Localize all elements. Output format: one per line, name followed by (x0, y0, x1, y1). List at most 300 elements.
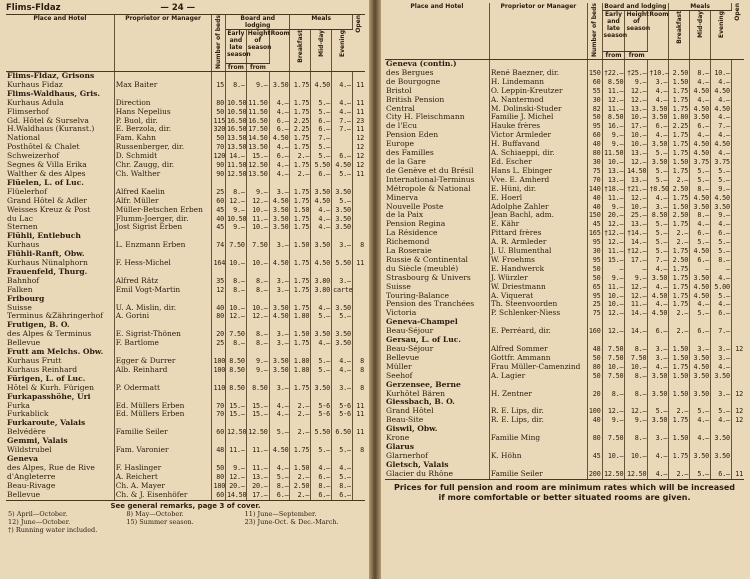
table-row (385, 131, 744, 140)
cell-eve: 7.— (711, 122, 732, 131)
cell-open: 8 (360, 365, 364, 374)
table-row (385, 407, 744, 416)
cell-beds: 48 (587, 345, 602, 354)
hotel-name: Russie & Continental (385, 256, 489, 265)
cell-bf: 1.75 (290, 215, 311, 224)
cell-beds (587, 60, 602, 69)
cell-beds: 60 (587, 131, 602, 140)
cell-room (648, 336, 669, 345)
proprietor: Ed. Escher (489, 158, 587, 167)
table-row (6, 330, 365, 339)
cell-early: 7.50 (225, 330, 246, 339)
cell-bf: 1.75 (669, 96, 690, 105)
cell-height: 8.— (625, 434, 648, 443)
cell-bf: 1.50 (669, 203, 690, 212)
cell-height: 9.— (625, 416, 648, 425)
proprietor: P. Buol, dir. (114, 117, 212, 126)
cell-bf: 1.50 (669, 158, 690, 167)
cell-eve (332, 179, 353, 188)
cell-early: 15.— (602, 256, 625, 265)
cell-mid: 3.50 (690, 354, 711, 363)
footnote: 23) June-Oct. & Dec.-March. (244, 518, 339, 527)
proprietor: Familie Seiler (114, 428, 212, 437)
cell-open (731, 113, 744, 122)
cell-height (246, 455, 269, 464)
cell-room (269, 455, 290, 464)
cell-early: 10.— (602, 300, 625, 309)
cell-bf: 2.50 (669, 211, 690, 220)
cell-mid: 5.— (690, 238, 711, 247)
cell-mid (690, 318, 711, 327)
hotel-name: Furka (6, 402, 114, 411)
cell-mid (311, 250, 332, 259)
cell-early: 8.— (225, 277, 246, 286)
cell-eve: 4.50 (711, 87, 732, 96)
cell-bf: 1.75 (290, 304, 311, 313)
hotel-name: Flimserhof (6, 108, 114, 117)
cell-bf (290, 179, 311, 188)
cell-beds: 180 (213, 481, 226, 490)
cell-open (352, 419, 365, 428)
cell-open: 12 (356, 161, 364, 170)
cell-beds: 110 (213, 383, 226, 392)
cell-room: 4.50 (648, 292, 669, 301)
cell-open (731, 300, 744, 309)
cell-room (269, 179, 290, 188)
cell-open: 11 (356, 428, 364, 437)
cell-mid: 4.50 (690, 87, 711, 96)
cell-beds: 82 (587, 105, 602, 114)
cell-mid: 8.— (690, 69, 711, 78)
cell-open (352, 277, 365, 286)
cell-room (648, 461, 669, 470)
cell-beds (587, 318, 602, 327)
proprietor: René Baezner, dir. (489, 69, 587, 78)
cell-height: 8.— (246, 339, 269, 348)
cell-bf: 1.80 (290, 366, 311, 375)
cell-beds: 140 (588, 184, 601, 193)
cell-bf: 1.75 (290, 143, 311, 152)
hotel-name: Terminus &Zähringerhof (6, 312, 114, 321)
cell-bf (290, 375, 311, 384)
cell-open (731, 176, 744, 185)
cell-bf: 2.50 (669, 256, 690, 265)
cell-bf: 1.50 (669, 434, 690, 443)
right-page (381, 0, 750, 579)
cell-open (352, 464, 365, 473)
hotel-table-right (385, 3, 744, 479)
cell-early: 10.50 (226, 98, 247, 107)
cell-height: 13.— (246, 473, 269, 482)
cell-early (225, 232, 246, 241)
cell-mid: 4.50 (690, 292, 711, 301)
cell-bf (290, 419, 311, 428)
cell-eve: 3.50 (711, 372, 732, 381)
cell-eve: 9.— (711, 185, 732, 194)
cell-eve: 4.— (711, 149, 732, 158)
cell-bf: 1.50 (290, 206, 311, 215)
cell-height: 13.— (625, 176, 648, 185)
cell-room (648, 381, 669, 390)
locality-heading-row (6, 393, 365, 402)
cell-beds: 120 (213, 152, 226, 161)
cell-mid: 3.50 (690, 203, 711, 212)
cell-beds: 80 (212, 312, 226, 321)
hotel-name: Grand Hôtel & Adler (6, 197, 114, 206)
cell-height: 8.— (625, 372, 648, 381)
cell-room: 3.50 (269, 215, 290, 224)
cell-early (225, 90, 246, 99)
cell-height: 11.50 (248, 98, 268, 107)
hotel-name: Schweizerhof (6, 152, 114, 161)
footnote: 12) June—October. (8, 518, 71, 527)
cell-mid (690, 381, 711, 390)
proprietor: Familie Ming (489, 434, 587, 443)
proprietor: Th. Steenvoorden (489, 300, 587, 309)
cell-early: 16.— (602, 122, 625, 131)
cell-mid: 6.— (311, 117, 332, 126)
cell-eve: 3.50 (332, 339, 353, 348)
cell-bf (669, 461, 690, 470)
cell-height (246, 179, 269, 188)
proprietor: K. Höhn (489, 452, 587, 461)
table-row (385, 470, 744, 479)
cell-height: 12.— (625, 96, 648, 105)
cell-height (246, 437, 269, 446)
cell-eve: 4.— (711, 113, 732, 122)
hotel-name: des Bergues (385, 69, 489, 78)
cell-height (246, 295, 269, 304)
cell-open: 11 (356, 169, 364, 178)
cell-height: 17.— (625, 122, 648, 131)
cell-beds: 160 (588, 327, 601, 336)
cell-open: 11 (356, 410, 364, 419)
cell-beds: 50 (587, 274, 602, 283)
cell-open (731, 425, 744, 434)
cell-height (246, 321, 269, 330)
proprietor: E. Perréard, dir. (489, 327, 587, 336)
locality-heading-row (385, 398, 744, 407)
cell-room: 3.50 (269, 357, 290, 366)
cell-room: 3.50 (269, 304, 290, 313)
locality-heading-row (6, 419, 365, 428)
cell-early: 11.— (602, 283, 625, 292)
cell-height (625, 398, 648, 407)
table-body-right (385, 60, 744, 479)
cell-room: 6.— (648, 122, 669, 131)
cell-mid: 3.50 (311, 188, 332, 197)
cell-eve: 5.— (711, 407, 732, 416)
proprietor: J. Würzler (489, 274, 587, 283)
cell-early: 8.— (602, 390, 625, 399)
cell-bf: 1.50 (669, 372, 690, 381)
cell-early: 13.— (602, 167, 625, 176)
col-room: Room (269, 30, 290, 72)
cell-mid: 4.— (690, 300, 711, 309)
cell-room (269, 250, 290, 259)
proprietor: Familie Seiler (489, 470, 587, 479)
cell-room: 5.— (269, 428, 290, 437)
cell-open: 8 (360, 446, 364, 455)
cell-bf: 2.— (669, 229, 690, 238)
cell-mid (311, 419, 332, 428)
cell-mid: 8.— (690, 185, 711, 194)
cell-room: 4.— (648, 363, 669, 372)
proprietor: E. Handwerck (489, 265, 587, 274)
cell-early: 12.— (602, 327, 625, 336)
cell-beds: 150 (588, 211, 601, 220)
cell-bf: 1.75 (669, 140, 690, 149)
cell-height: 10.— (625, 452, 648, 461)
cell-mid: 4.— (311, 304, 332, 313)
cell-eve: 5.— (332, 312, 353, 321)
cell-room: 4.— (269, 99, 290, 108)
cell-eve: 3.75 (711, 158, 732, 167)
cell-early: 8.50 (225, 357, 246, 366)
cell-room: 3.50 (648, 113, 669, 122)
locality-name: Fürigen, L. of Luc. (6, 375, 114, 384)
cell-height: 13.— (625, 149, 648, 158)
cell-room: 5.— (648, 238, 669, 247)
hotel-name: Kurhaus Fidaz (6, 81, 114, 90)
cell-eve: 5.— (711, 238, 732, 247)
proprietor: A. Viquerat (489, 292, 587, 301)
hotel-name: Strasbourg & Univers (385, 274, 489, 283)
cell-open (731, 194, 744, 203)
cell-bf: 1.75 (669, 247, 690, 256)
cell-early: 13.50 (226, 134, 247, 143)
cell-open: 8 (360, 383, 364, 392)
cell-height (246, 348, 269, 357)
cell-height: 12.— (625, 87, 648, 96)
cell-eve: 6.— (711, 229, 732, 238)
cell-bf: 1.50 (669, 354, 690, 363)
cell-open (352, 339, 365, 348)
cell-beds: 40 (587, 203, 602, 212)
cell-room: 4.— (648, 452, 669, 461)
cell-eve: 4.— (332, 366, 353, 375)
cell-mid: 6.— (690, 327, 711, 336)
hotel-name: Bellevue (385, 354, 489, 363)
cell-eve: 5.— (332, 197, 353, 206)
hotel-name: Richemond (385, 238, 489, 247)
header-title: Flims-Fldaz (6, 3, 61, 13)
cell-room: 3.— (269, 384, 290, 393)
hotel-name: des Alpes & Terminus (6, 330, 114, 339)
cell-mid: 4.50 (690, 194, 711, 203)
proprietor: Max Baiter (114, 81, 212, 90)
cell-early: 14.50 (226, 490, 247, 499)
cell-open: 8 (360, 357, 364, 366)
cell-height (246, 232, 269, 241)
col-place: Place and Hotel (6, 15, 114, 72)
cell-early: 7.50 (602, 354, 625, 363)
cell-open (352, 455, 365, 464)
cell-bf (290, 393, 311, 402)
cell-early: 12.50 (226, 428, 247, 437)
cell-mid: 4.50 (690, 105, 711, 114)
cell-early (225, 295, 246, 304)
cell-early: 15.— (225, 402, 246, 411)
cell-mid: 4.— (690, 78, 711, 87)
cell-bf: 2.— (290, 402, 311, 411)
proprietor: A. Schiaeppi, dir. (489, 149, 587, 158)
cell-height (625, 425, 648, 434)
cell-bf: 2.50 (290, 482, 311, 491)
cell-mid: 5.— (311, 312, 332, 321)
cell-room: 4.— (648, 194, 669, 203)
col-evening: Evening (332, 30, 353, 72)
cell-mid: 6.— (311, 170, 332, 179)
cell-eve: 5.— (332, 446, 353, 455)
cell-mid: 5.— (311, 357, 332, 366)
cell-open (731, 461, 744, 470)
cell-room: 3.— (648, 345, 669, 354)
cell-beds: 70 (212, 402, 226, 411)
cell-beds: 40 (587, 140, 602, 149)
cell-mid (690, 60, 711, 69)
cell-eve: 3.50 (332, 215, 353, 224)
cell-eve: 5.— (711, 167, 732, 176)
hotel-name: de l'Ecu (385, 122, 489, 131)
table-row (385, 363, 744, 372)
locality-name: Fribourg (6, 295, 114, 304)
proprietor: Ed. Müllers Erben (114, 402, 212, 411)
cell-beds: 50 (587, 265, 602, 274)
cell-height: 17.— (246, 491, 269, 500)
cell-open: 12 (735, 389, 743, 398)
locality-name: Flims-Waldhaus, Gris. (6, 90, 114, 99)
cell-eve: 5.— (711, 247, 732, 256)
cell-mid: 4.50 (311, 259, 332, 268)
footnotes (6, 510, 365, 534)
cell-early: 13.— (602, 176, 625, 185)
cell-height: 12.— (625, 292, 648, 301)
cell-mid: 6.— (690, 256, 711, 265)
cell-room: 4.— (648, 283, 669, 292)
cell-beds: 60 (212, 428, 226, 437)
cell-early (225, 348, 246, 357)
hotel-name: Walther & des Alpes (6, 170, 114, 179)
col-meals-group: Meals (669, 3, 732, 11)
cell-mid: 4.50 (690, 283, 711, 292)
cell-bf: 1.50 (290, 241, 311, 250)
cell-beds: 20 (212, 330, 226, 339)
cell-mid: 4.— (311, 339, 332, 348)
cell-room: 4.— (648, 470, 669, 479)
cell-room (269, 232, 290, 241)
cell-early (225, 268, 246, 277)
cell-open (731, 318, 744, 327)
cell-mid: 3.50 (690, 452, 711, 461)
cell-room (269, 295, 290, 304)
cell-beds (212, 268, 226, 277)
cell-room: 5.— (269, 473, 290, 482)
col-beds: Number of beds (587, 3, 602, 60)
cell-open: 12 (356, 134, 364, 143)
proprietor: Jost Sigrist Erben (114, 223, 212, 232)
col-room: Room (648, 11, 669, 60)
cell-eve (711, 461, 732, 470)
cell-early: 15.— (225, 410, 246, 419)
cell-eve: 3.— (711, 354, 732, 363)
hotel-name: des Familles (385, 149, 489, 158)
cell-open (731, 452, 744, 461)
cell-room: 5.— (648, 247, 669, 256)
cell-eve (332, 321, 353, 330)
cell-open (731, 211, 744, 220)
cell-room: 3.50 (269, 81, 290, 90)
cell-beds (212, 179, 226, 188)
cell-mid: 6.— (311, 125, 332, 134)
cell-open (352, 250, 365, 259)
cell-eve: 5.00 (711, 283, 732, 292)
cell-beds: 30 (587, 247, 602, 256)
hotel-name: Victoria (385, 309, 489, 318)
locality-heading-row (385, 425, 744, 434)
cell-bf: 1.75 (669, 149, 690, 158)
cell-bf (290, 455, 311, 464)
cell-open (352, 348, 365, 357)
cell-bf: 2.— (669, 309, 690, 318)
table-row (6, 446, 365, 455)
cell-room (648, 398, 669, 407)
cell-room: 3.— (269, 330, 290, 339)
cell-beds (587, 336, 602, 345)
cell-height: 17.— (625, 256, 648, 265)
proprietor: O. Leppin-Kreutzer (489, 87, 587, 96)
cell-mid (311, 72, 332, 81)
proprietor: Russenberger, dir. (114, 143, 212, 152)
cell-mid: 4.— (690, 220, 711, 229)
col-open: Open (352, 15, 365, 72)
cell-beds: 80 (587, 434, 602, 443)
cell-room (269, 437, 290, 446)
cell-eve (332, 90, 353, 99)
hotel-name: Weisses Kreuz & Post (6, 206, 114, 215)
cell-room: 4.— (269, 108, 290, 117)
col-early-late: Early and late season (225, 30, 246, 64)
cell-room: 3.— (269, 339, 290, 348)
proprietor: P. Odermatt (114, 384, 212, 393)
cell-eve: 4.50 (711, 194, 732, 203)
cell-early: 11.50 (603, 149, 624, 158)
proprietor: J. U. Blumenthal (489, 247, 587, 256)
col-beds: Number of beds (212, 15, 226, 72)
hotel-name: Touring-Balance (385, 292, 489, 301)
footnote: 5) April—October. (8, 510, 68, 519)
cell-eve: 4.— (332, 81, 353, 90)
cell-beds: 30 (587, 96, 602, 105)
cell-early (602, 336, 625, 345)
table-row (385, 434, 744, 443)
hotel-name: de la Gare (385, 158, 489, 167)
cell-open (731, 149, 744, 158)
footnote: 8) May—October. (126, 510, 184, 519)
cell-eve (332, 250, 353, 259)
hotel-name: Bristol (385, 87, 489, 96)
cell-height: †21.— (626, 184, 647, 193)
cell-mid: 4.50 (690, 149, 711, 158)
cell-eve (711, 398, 732, 407)
cell-height (246, 250, 269, 259)
cell-early: 12.— (602, 220, 625, 229)
cell-early: 20.— (225, 482, 246, 491)
cell-open (731, 247, 744, 256)
cell-open (731, 229, 744, 238)
cell-height: 12.— (246, 197, 269, 206)
cell-bf: 2.— (290, 170, 311, 179)
